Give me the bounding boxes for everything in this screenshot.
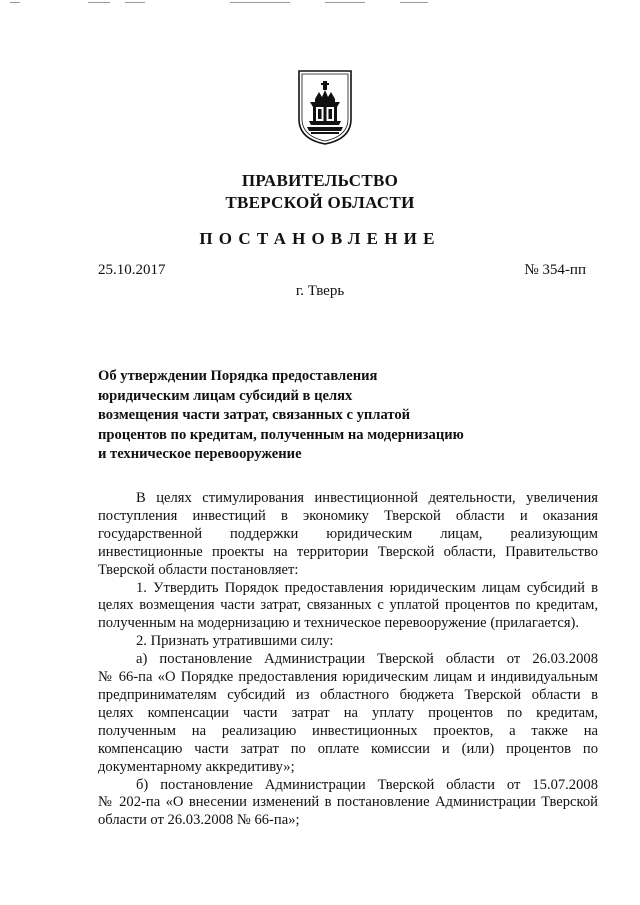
body-line: Тверской области постановляет: — [98, 561, 299, 578]
org-name-line-1: ПРАВИТЕЛЬСТВО — [241, 171, 399, 190]
org-name-line-2: ТВЕРСКОЙ ОБЛАСТИ — [225, 193, 415, 212]
body-line: а) постановление Администрации Тверской области от 26.03.2008 — [136, 651, 598, 668]
document-number: № 354-пп — [524, 262, 586, 278]
document-body — [98, 490, 598, 830]
document-subject — [98, 367, 518, 465]
subject-line: возмещения части затрат, связанных с уплатой — [98, 407, 411, 424]
body-line: поступления инвестиций в экономику Тверской области и оказания — [98, 507, 598, 524]
body-line: б) постановление Администрации Тверской области от 15.07.2008 — [136, 776, 598, 793]
subject-line: процентов по кредитам, полученным на модернизацию — [98, 426, 464, 443]
scan-mark — [325, 2, 365, 3]
body-line: № 202-па «О внесении изменений в постановление Администрации Тверской — [98, 794, 598, 811]
body-line: 2. Признать утратившими силу: — [136, 633, 334, 650]
scan-mark — [230, 2, 290, 3]
body-line: документарному аккредитиву»; — [98, 758, 295, 775]
body-line: 1. Утвердить Порядок предоставления юридическим лицам субсидий в — [136, 579, 598, 596]
body-line: полученным на реализацию инвестиционных проектов, а также на — [98, 722, 598, 739]
body-line: № 66-па «О Порядке предоставления юридическим лицам и индивидуальным — [98, 669, 598, 686]
body-line: области от 26.03.2008 № 66-па»; — [98, 812, 300, 829]
body-line: полученным на модернизацию и техническое перевооружение (прилагается). — [98, 615, 580, 632]
tver-coat-of-arms-icon — [297, 69, 353, 145]
body-line: В целях стимулирования инвестиционной деятельности, увеличения — [136, 490, 598, 506]
document-city: г. Тверь — [295, 283, 345, 299]
scan-mark — [125, 2, 145, 3]
scan-mark — [400, 2, 428, 3]
body-line: предпринимателям субсидий из областного бюджета Тверской области в — [98, 686, 598, 703]
subject-line: юридическим лицам субсидий в целях — [98, 387, 353, 404]
body-line: целях возмещения части затрат, связанных с уплатой процентов по кредитам, — [98, 597, 598, 614]
body-line: государственной поддержки юридическим лицам, реализующим — [98, 525, 598, 542]
body-line: компенсацию части затрат по оплате комиссии и (или) процентов по — [98, 740, 598, 757]
subject-line: Об утверждении Порядка предоставления — [98, 368, 378, 384]
document-type-title: ПОСТАНОВЛЕНИЕ — [199, 229, 441, 248]
body-line: целях компенсации части затрат на уплату процентов по кредитам, — [98, 704, 598, 721]
body-line: инвестиционные проекты на территории Тверской области, Правительство — [98, 543, 598, 560]
document-date: 25.10.2017 — [98, 262, 166, 278]
subject-line: и техническое перевооружение — [98, 446, 302, 463]
scan-mark — [10, 2, 20, 3]
scan-mark — [88, 2, 110, 3]
